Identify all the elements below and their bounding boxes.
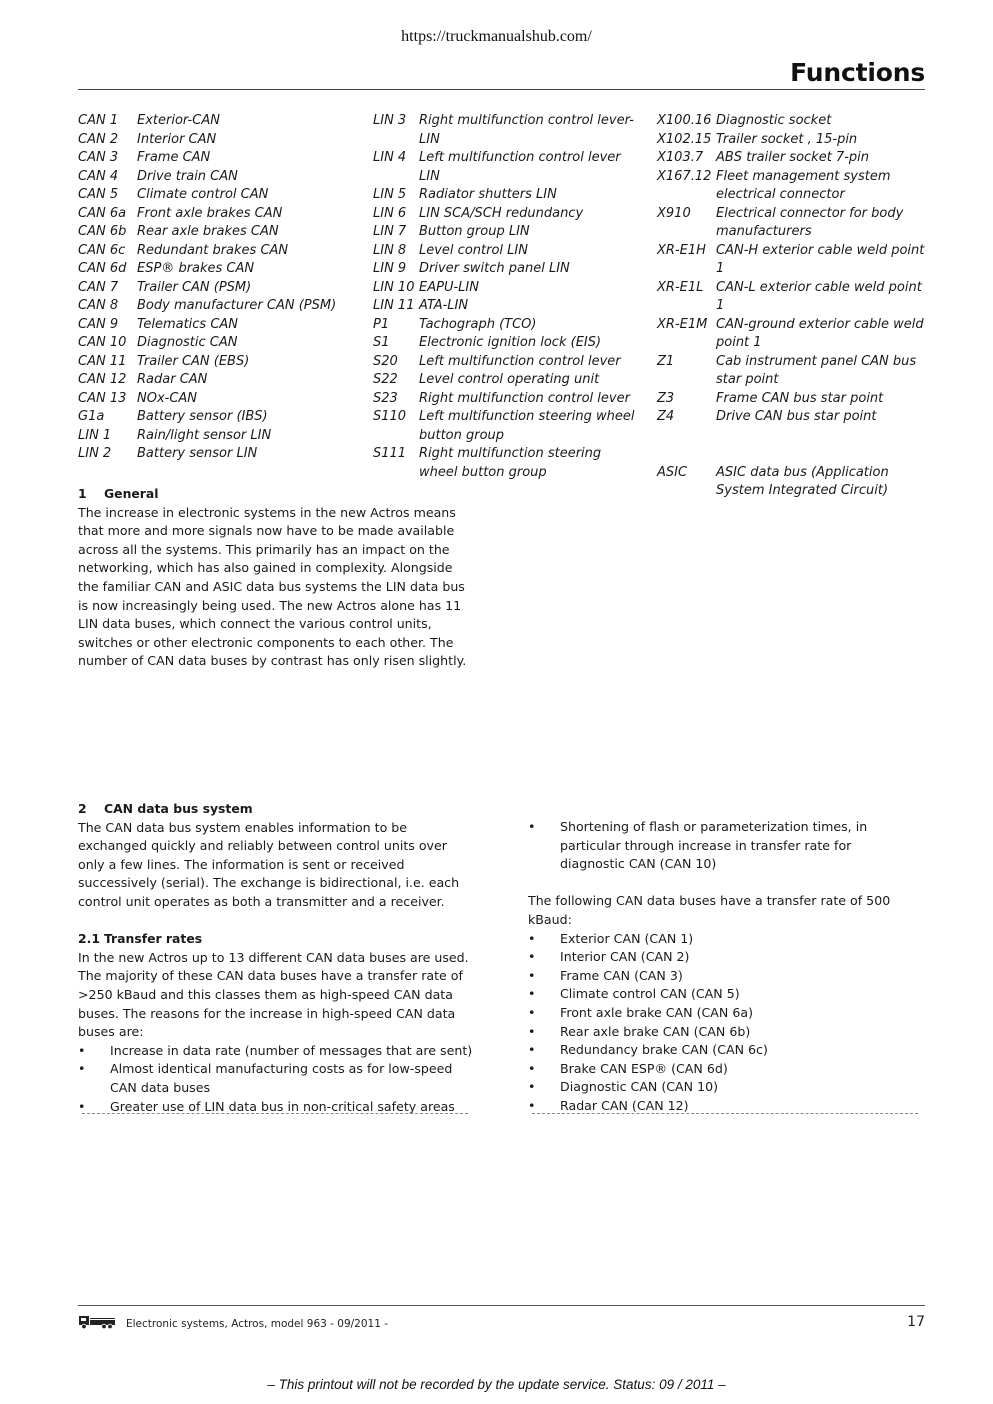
legend-spacer	[657, 427, 929, 446]
bullet-icon: •	[528, 930, 536, 946]
list-item-text: Radar CAN (CAN 12)	[560, 1097, 689, 1113]
list-item-text: Brake CAN ESP® (CAN 6d)	[560, 1060, 728, 1076]
legend-row	[78, 186, 363, 205]
legend-desc: Fleet management system electrical connector	[716, 168, 891, 202]
legend-desc: Right multifunction control lever	[419, 390, 630, 406]
legend-row	[78, 168, 363, 187]
legend-code: LIN 6	[373, 205, 407, 221]
legend-row	[373, 260, 643, 279]
legend-row	[657, 464, 929, 501]
legend-row	[78, 297, 363, 316]
truck-icon	[78, 1314, 116, 1334]
legend-desc: Rear axle brakes CAN	[137, 224, 279, 239]
legend-row	[373, 371, 643, 390]
legend-desc: Battery sensor LIN	[137, 446, 258, 461]
legend-code: LIN 11	[373, 298, 415, 313]
legend-spacer	[657, 445, 929, 464]
legend-desc: LIN SCA/SCH redundancy	[419, 205, 584, 221]
section-heading	[78, 800, 474, 819]
section-heading-text: General	[104, 486, 159, 501]
list-item	[528, 948, 920, 967]
legend-code: G1a	[78, 409, 105, 424]
legend-desc: Battery sensor (IBS)	[137, 409, 268, 424]
legend-desc: Drive CAN bus star point	[716, 409, 877, 424]
legend-row	[373, 186, 643, 205]
legend-desc: ASIC data bus (Application System Integrated Circuit)	[716, 464, 889, 498]
legend-code: LIN 9	[373, 261, 407, 276]
legend-row	[78, 353, 363, 372]
legend-code: CAN 6b	[78, 224, 127, 239]
legend-code: Z4	[657, 409, 675, 424]
legend-desc: Interior CAN	[137, 131, 217, 147]
bullet-icon: •	[528, 819, 536, 834]
legend-row	[373, 205, 643, 224]
legend-row	[373, 149, 643, 186]
legend-row	[373, 316, 643, 335]
legend-desc: Exterior-CAN	[137, 113, 220, 128]
subsection-heading-text: Transfer rates	[103, 931, 203, 947]
legend-row	[657, 131, 929, 150]
legend-row	[78, 427, 363, 446]
legend-code: Z1	[657, 353, 675, 369]
legend-row	[78, 131, 363, 150]
legend-column-3	[657, 112, 929, 501]
section-number: 2	[78, 801, 87, 816]
list-item	[528, 1060, 920, 1079]
legend-code: CAN 8	[78, 298, 119, 313]
legend-row	[78, 371, 363, 390]
legend-code: LIN 4	[373, 150, 407, 165]
spacer	[78, 912, 474, 931]
legend-desc: Drive train CAN	[137, 168, 238, 184]
legend-row	[78, 205, 363, 224]
list-item	[528, 967, 920, 986]
legend-code: CAN 6d	[78, 261, 127, 276]
legend-code: S110	[373, 409, 407, 424]
section-heading-text: CAN data bus system	[104, 801, 253, 816]
legend-row	[657, 242, 929, 279]
legend-row	[78, 408, 363, 427]
legend-desc: Climate control CAN	[137, 187, 269, 202]
legend-desc: Radar CAN	[137, 372, 208, 387]
legend-code: CAN 2	[78, 131, 119, 147]
legend-desc: Cab instrument panel CAN bus star point	[716, 353, 917, 387]
list-item-text: Diagnostic CAN (CAN 10)	[560, 1079, 719, 1095]
legend-row	[657, 408, 929, 427]
bullet-icon: •	[528, 1097, 536, 1113]
reasons-list	[78, 1042, 474, 1116]
bullet-icon: •	[78, 1061, 86, 1077]
legend-code: P1	[373, 316, 390, 332]
legend-row	[657, 112, 929, 131]
legend-code: LIN 5	[373, 187, 407, 202]
legend-desc: Body manufacturer CAN (PSM)	[137, 298, 337, 313]
legend-code: X100.16	[657, 113, 712, 128]
list-item-text: Rear axle brake CAN (CAN 6b)	[560, 1023, 751, 1039]
legend-row	[78, 279, 363, 298]
legend-row	[657, 168, 929, 205]
legend-row	[373, 242, 643, 261]
page-number: 17	[907, 1314, 925, 1330]
bullet-icon: •	[528, 1042, 536, 1058]
bullet-icon: •	[528, 1060, 536, 1076]
legend-row	[657, 279, 929, 316]
legend-code: X910	[657, 205, 691, 221]
legend-desc: Frame CAN	[137, 150, 211, 165]
legend-row	[373, 334, 643, 353]
legend-code: CAN 5	[78, 187, 119, 202]
section-paragraph: The increase in electronic systems in the new Actros means that more and more signals now have to be made available across all the systems. This primarily has an impact on the networking, which has also gained in complexity. Alongside the familiar CAN and ASIC data bus systems the LIN data bus is now increasingly being used. The new Actros alone has 11 LIN data buses, which connect the various control units, switches or other electronic components to each other. The number of CAN data buses by contrast has only risen slightly.	[78, 504, 467, 669]
legend-desc: ABS trailer socket 7-pin	[716, 150, 869, 165]
list-item	[528, 818, 920, 874]
list-item-text: Interior CAN (CAN 2)	[560, 949, 690, 965]
legend-row	[373, 353, 643, 372]
legend-code: CAN 6c	[78, 242, 126, 258]
legend-desc: Button group LIN	[419, 224, 530, 239]
footer-rule	[78, 1305, 925, 1306]
column-end-rule	[82, 1113, 468, 1114]
legend-desc: Right multifunction control lever-LIN	[419, 113, 634, 147]
legend-desc: CAN-L exterior cable weld point 1	[716, 279, 922, 313]
legend-row	[373, 112, 643, 149]
bullet-icon: •	[528, 986, 536, 1002]
printout-notice: – This printout will not be recorded by the update service. Status: 09 / 2011 –	[267, 1377, 726, 1392]
bullet-icon: •	[528, 949, 536, 965]
legend-desc: Radiator shutters LIN	[419, 187, 557, 202]
legend-desc: Trailer CAN (EBS)	[137, 353, 250, 369]
list-item-text: Increase in data rate (number of messages that are sent)	[110, 1042, 473, 1058]
legend-desc: ESP® brakes CAN	[137, 261, 255, 276]
list-item-text: Greater use of LIN data bus in non-critical safety areas	[110, 1098, 455, 1114]
section-can-bus-continued	[528, 818, 920, 1116]
source-url: https://truckmanualshub.com/	[401, 28, 592, 45]
legend-row	[78, 316, 363, 335]
legend-row	[78, 260, 363, 279]
legend-desc: Level control operating unit	[419, 372, 600, 387]
legend-code: CAN 1	[78, 113, 119, 128]
legend-row	[373, 297, 643, 316]
legend-code: S20	[373, 353, 398, 369]
legend-desc: ATA-LIN	[419, 298, 469, 313]
legend-desc: Redundant brakes CAN	[137, 242, 289, 258]
legend-desc: Electrical connector for body manufacturers	[716, 205, 904, 239]
legend-code: CAN 13	[78, 390, 127, 406]
legend-code: CAN 7	[78, 279, 119, 295]
legend-code: ASIC	[657, 464, 688, 480]
legend-code: CAN 9	[78, 316, 119, 332]
legend-code: LIN 2	[78, 446, 112, 461]
list-item	[528, 985, 920, 1004]
legend-desc: Trailer CAN (PSM)	[137, 279, 252, 295]
legend-desc: Tachograph (TCO)	[419, 316, 537, 332]
header-rule	[78, 89, 925, 90]
legend-row	[373, 445, 643, 482]
legend-desc: Diagnostic CAN	[137, 335, 238, 350]
spacer	[528, 874, 920, 893]
subsection-number: 2.1	[78, 931, 100, 947]
legend-row	[78, 242, 363, 261]
legend-desc: CAN-ground exterior cable weld point 1	[716, 316, 924, 350]
legend-row	[373, 279, 643, 298]
subsection-heading	[78, 930, 474, 949]
legend-row	[78, 149, 363, 168]
legend-desc: CAN-H exterior cable weld point 1	[716, 242, 925, 276]
legend-code: CAN 4	[78, 168, 119, 184]
legend-desc: Frame CAN bus star point	[716, 390, 884, 406]
section-heading	[78, 485, 468, 504]
legend-desc: Right multifunction steering wheel button group	[419, 446, 602, 480]
legend-code: CAN 12	[78, 372, 127, 387]
legend-code: LIN 10	[373, 279, 415, 295]
list-item-text: Frame CAN (CAN 3)	[560, 967, 683, 983]
legend-desc: Front axle brakes CAN	[137, 205, 283, 221]
legend-code: XR-E1L	[657, 279, 704, 295]
legend-row	[657, 149, 929, 168]
legend-code: S23	[373, 390, 398, 406]
bullet-icon: •	[528, 967, 536, 983]
legend-code: X102.15	[657, 131, 712, 147]
legend-code: CAN 3	[78, 150, 119, 165]
list-item-text: Climate control CAN (CAN 5)	[560, 986, 740, 1002]
legend-code: LIN 1	[78, 427, 112, 443]
legend-row	[657, 316, 929, 353]
footer-text: Electronic systems, Actros, model 963 - 09/2011 -	[126, 1318, 389, 1330]
legend-code: CAN 11	[78, 353, 127, 369]
legend-code: S1	[373, 335, 390, 350]
legend-row	[78, 112, 363, 131]
legend-code: LIN 8	[373, 242, 407, 258]
legend-code: LIN 3	[373, 113, 407, 128]
bullet-icon: •	[528, 1004, 536, 1020]
legend-code: X167.12	[657, 168, 712, 184]
legend-desc: EAPU-LIN	[419, 279, 479, 295]
bullet-icon: •	[78, 1098, 86, 1114]
legend-desc: Electronic ignition lock (EIS)	[419, 335, 602, 350]
list-item	[78, 1042, 474, 1061]
legend-code: S111	[373, 446, 407, 461]
legend-code: Z3	[657, 390, 675, 406]
legend-desc: NOx-CAN	[137, 390, 198, 406]
legend-desc: Diagnostic socket	[716, 113, 832, 128]
list-item	[528, 1078, 920, 1097]
legend-row	[78, 445, 363, 464]
rate-intro: The following CAN data buses have a transfer rate of 500 kBaud:	[528, 893, 891, 927]
legend-desc: Rain/light sensor LIN	[137, 427, 272, 443]
section-paragraph: The CAN data bus system enables information to be exchanged quickly and reliably between control units over only a few lines. The information is sent or received successively (serial). The exchange is bidirectional, i.e. each control unit operates as both a transmitter and a receiver.	[78, 819, 460, 909]
list-item	[78, 1060, 474, 1097]
subsection-paragraph: In the new Actros up to 13 different CAN data buses are used. The majority of these CAN data buses have a transfer rate of >250 kBaud and this classes them as high-speed CAN data buses. The reasons for the increase in high-speed CAN data buses are:	[78, 949, 469, 1040]
legend-code: XR-E1H	[657, 242, 706, 258]
section-general	[78, 485, 468, 671]
reasons-list-continued	[528, 818, 920, 874]
list-item-text: Almost identical manufacturing costs as for low-speed CAN data buses	[110, 1061, 453, 1095]
legend-desc: Trailer socket , 15-pin	[716, 131, 858, 147]
bullet-icon: •	[78, 1042, 86, 1058]
legend-row	[373, 223, 643, 242]
list-item-text: Redundancy brake CAN (CAN 6c)	[560, 1042, 768, 1058]
section-title: Functions	[790, 58, 925, 87]
list-item-text: Shortening of flash or parameterization times, in particular through increase in transfer rate for diagnostic CAN (CAN 10)	[560, 819, 868, 872]
legend-code: CAN 6a	[78, 205, 127, 221]
legend-row	[657, 390, 929, 409]
section-number: 1	[78, 486, 87, 501]
legend-row	[78, 223, 363, 242]
legend-code: CAN 10	[78, 335, 127, 350]
legend-row	[373, 390, 643, 409]
legend-column-2	[373, 112, 643, 482]
list-item	[528, 1041, 920, 1060]
legend-row	[78, 334, 363, 353]
legend-desc: Left multifunction control lever	[419, 353, 621, 369]
legend-desc: Level control LIN	[419, 242, 528, 258]
legend-row	[373, 408, 643, 445]
list-item	[528, 930, 920, 949]
column-end-rule	[532, 1113, 918, 1114]
legend-desc: Driver switch panel LIN	[419, 261, 570, 276]
legend-row	[657, 205, 929, 242]
legend-code: LIN 7	[373, 224, 407, 239]
legend-row	[657, 353, 929, 390]
legend-code: XR-E1M	[657, 316, 708, 332]
buses-500k-list	[528, 930, 920, 1116]
list-item	[528, 1023, 920, 1042]
legend-row	[78, 390, 363, 409]
legend-code: X103.7	[657, 150, 704, 165]
legend-desc: Left multifunction control lever LIN	[419, 150, 621, 184]
section-can-bus	[78, 800, 474, 1116]
legend-column-1	[78, 112, 363, 464]
bullet-icon: •	[528, 1023, 536, 1039]
legend-desc: Telematics CAN	[137, 316, 239, 332]
bullet-icon: •	[528, 1079, 536, 1095]
list-item-text: Front axle brake CAN (CAN 6a)	[560, 1004, 753, 1020]
legend-desc: Left multifunction steering wheel button group	[419, 409, 635, 443]
list-item	[528, 1004, 920, 1023]
list-item-text: Exterior CAN (CAN 1)	[560, 930, 694, 946]
legend-code: S22	[373, 372, 398, 387]
